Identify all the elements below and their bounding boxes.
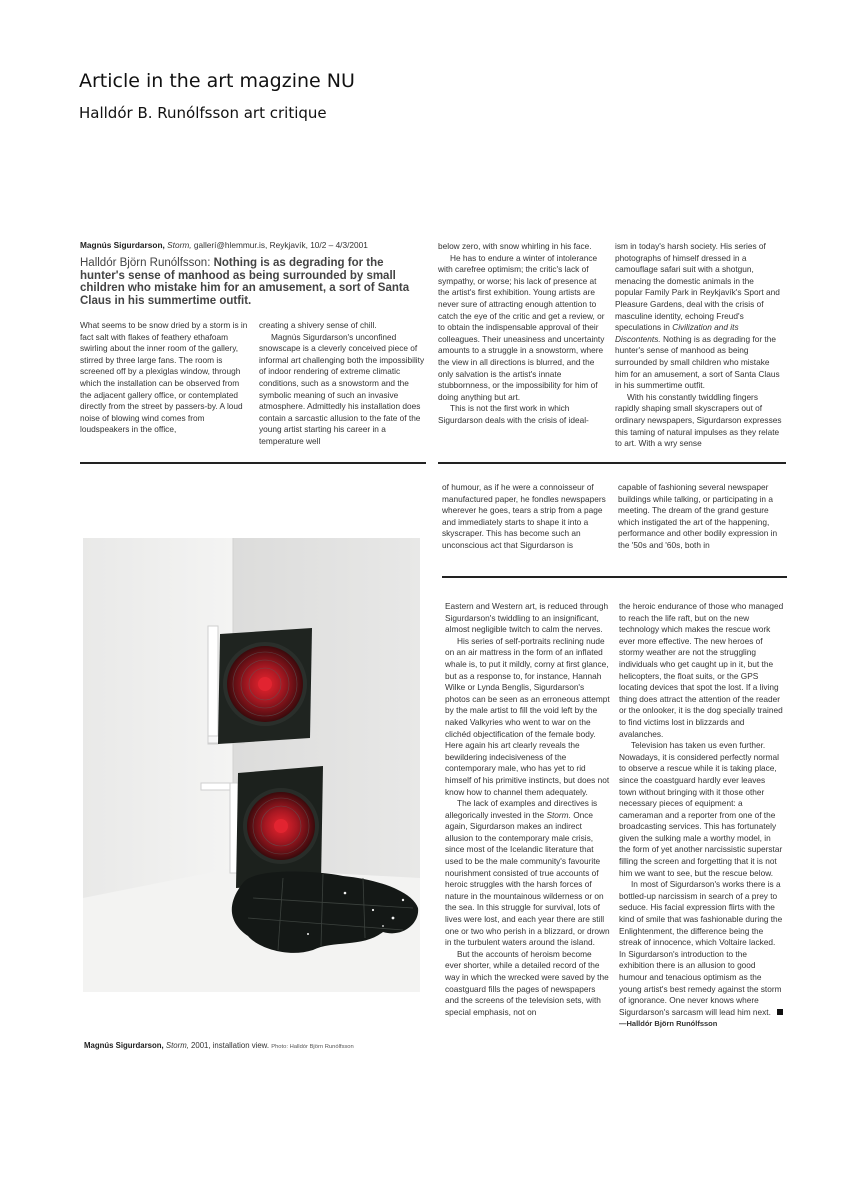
text-column-8	[619, 601, 784, 1030]
paragraph: creating a shivery sense of chill.	[259, 320, 377, 330]
article-byline	[80, 240, 420, 250]
column-rule	[442, 576, 787, 578]
paragraph: In most of Sigurdarson's works there is a bottled-up narcissism in search of a prey to seduce. His facial expression flirts with the kind of smile that was fashionable during the Enlightenment, the difference being the streak of innocence, which Voltaire lacked. In Sigurdarson's introduction to the exhibition there is an allusion to good humour and tenacious optimism as the young artist's best remedy against the storm of ignorance. One never knows where Sigurdarson's sarcasm will lead him next.	[619, 879, 783, 1017]
headline-author: Halldór Björn Runólfsson:	[80, 257, 214, 269]
paragraph: What seems to be snow dried by a storm is in fact salt with flakes of feathery ethafoam swirling about the inner room of the gallery, stirred by three large fans. The room is screened off by a plexiglas window, through which the installation can be observed from the adjacent gallery office, or contemplated directly from the street by passers-by. A loud noise of blowing wind comes from loudspeakers in the office,	[80, 320, 248, 435]
text-column-3	[438, 241, 606, 427]
photo-caption	[84, 1041, 354, 1050]
byline-venue: gallerí@hlemmur.is, Reykjavík, 10/2 – 4/3/2001	[191, 240, 368, 250]
text-column-5	[442, 482, 608, 552]
byline-work: Storm,	[167, 240, 192, 250]
column-rule	[438, 462, 786, 464]
text-column-4	[615, 241, 783, 450]
page-subtitle: Halldór B. Runólfsson art critique	[79, 104, 327, 122]
installation-illustration	[83, 538, 420, 992]
text-column-2	[259, 320, 427, 448]
byline-artist: Magnús Sigurdarson,	[80, 240, 165, 250]
headline-title: Nothing is as degrading for the hunter's sense of manhood as being surrounded by small children who mistake him for an amusement, a sort of Santa Claus in his summertime outfit.	[80, 257, 410, 307]
paragraph: Television has taken us even further. Nowadays, it is considered perfectly normal to observe a rescue while it is taking place, since the coastguard hardly ever leaves town without bringing with it those other necessary pieces of equipment: a cameraman and a reporter from one of the broadcasting services. This has fortunately given the sulking male a worthy model, in the form of yet another narcissistic superstar filling the screen and forgetting that it is not him we want to see, but the rescue below.	[619, 740, 783, 878]
paragraph: Eastern and Western art, is reduced through Sigurdarson's twiddling to an insignificant, almost negligible twitch to calm the nerves.	[445, 601, 609, 635]
paragraph: The lack of examples and directives is allegorically invested in the Storm. Once again, Sigurdarson makes an indirect allusion to the contemporary male crisis, since most of the Icelandic literature that used to be the male community's favourite nourishment consisted of true accounts of heroic struggles with the harsh forces of nature in the mountainous wilderness or on the sea. In this struggle for survival, lots of lives were lost, and each year there are still one or two who perish in a blizzard, or drown in the turbulent waters around the island.	[445, 798, 610, 948]
photo-credit: Photo: Halldór Björn Runólfsson	[271, 1044, 354, 1050]
page-title: Article in the art magzine NU	[79, 70, 355, 92]
paragraph: the heroic endurance of those who managed to reach the life raft, but on the new technology which makes the rescue work ever more effective. The new heroes of stormy weather are not the struggling individuals who get caught up in it, but the helicopters, the float suits, or the GPS locating devices that spot the lost. If a living thing does attract the attention of the reader or the onlooker, it is the dog specially trained to find victims lost in blizzards and avalanches.	[619, 601, 784, 739]
installation-photo	[83, 538, 420, 992]
text-column-7	[445, 601, 610, 1018]
paragraph: With his constantly twiddling fingers rapidly shaping small skyscrapers out of ordinary newspapers, Sigurdarson expresses this taming of natural impulses as they relate to art. With a wry sense	[615, 391, 782, 449]
caption-work: Storm,	[165, 1041, 189, 1050]
paragraph: Magnús Sigurdarson's unconfined snowscape is a cleverly conceived piece of informal art challenging both the impossibility of indoor rendering of extreme climatic conditions, such as a snowstorm and the symbolic meaning of such an invasive atmosphere. Admittedly his installation does contain a sarcastic allusion to the fate of the young artist starting his career in a temperature well	[259, 331, 425, 446]
paragraph: But the accounts of heroism become ever shorter, while a detailed record of the way in which the wrecked were saved by the coastguard fills the pages of newspapers and the screens of the television sets, with special emphasis, not on	[445, 948, 609, 1017]
text-column-1	[80, 320, 248, 436]
paragraph: He has to endure a winter of intolerance with carefree optimism; the critic's lack of sympathy, or worse; his lack of presence at the artist's first exhibition. Young artists are never sure of attracting enough attention to catch the eye of the critic and get a review, or to obtain the indispensable approval of their colleagues. Their uneasiness and uncertainty amounts to a struggle in a snowstorm, where the view in all directions is blurred, and the only salvation is the artist's innate stubbornness, or the impossibility for him of doing anything but art.	[438, 252, 605, 402]
article-headline	[80, 257, 425, 307]
column-rule	[80, 462, 426, 464]
caption-artist: Magnús Sigurdarson,	[84, 1041, 164, 1050]
article-signoff: —Halldór Björn Runólfsson	[619, 1019, 718, 1029]
paragraph: ism in today's harsh society. His series of photographs of himself dressed in a camouflage safari suit with a shotgun, menacing the domestic animals in the popular Family Park in Reykjavík's Sport and Pleasure Gardens, deal with the crisis of masculine identity, echoing Freud's speculations in Civilization and its Discontents. Nothing is as degrading for the hunter's sense of manhood as being surrounded by small children who mistake him for an amusement, a sort of Santa Claus in his summertime outfit.	[615, 241, 780, 391]
text-column-6	[618, 482, 784, 552]
paragraph: below zero, with snow whirling in his face.	[438, 241, 592, 251]
caption-details: 2001, installation view.	[188, 1041, 272, 1050]
end-mark	[777, 1009, 783, 1015]
paragraph: capable of fashioning several newspaper buildings while talking, or participating in a meeting. The dream of the grand gesture which instigated the art of the happening, performance and other bodily expression in the '50s and '60s, both in	[618, 482, 778, 550]
paragraph: of humour, as if he were a connoisseur of manufactured paper, he fondles newspapers wherever he goes, tears a strip from a page and immediately starts to shape it into a skyscraper. This has become such an unconscious act that Sigurdarson is	[442, 482, 606, 550]
paragraph: This is not the first work in which Sigurdarson deals with the crisis of ideal-	[438, 403, 589, 425]
paragraph: His series of self-portraits reclining nude on an air mattress in the form of an inflated whale is, to put it mildly, corny at first glance, but as a response to, for instance, Hannah Wilke or Lynda Benglis, Sigurdarson's photos can be seen as an erroneous attempt by the male artist to fill the void left by the naked Valkyries who went to war on the clichéd objectification of the female body. Here again his art clearly reveals the bewildering indecisiveness of the contemporary male, who has yet to rid himself of his primitive instincts, but does not know how to channel them adequately.	[445, 635, 610, 797]
